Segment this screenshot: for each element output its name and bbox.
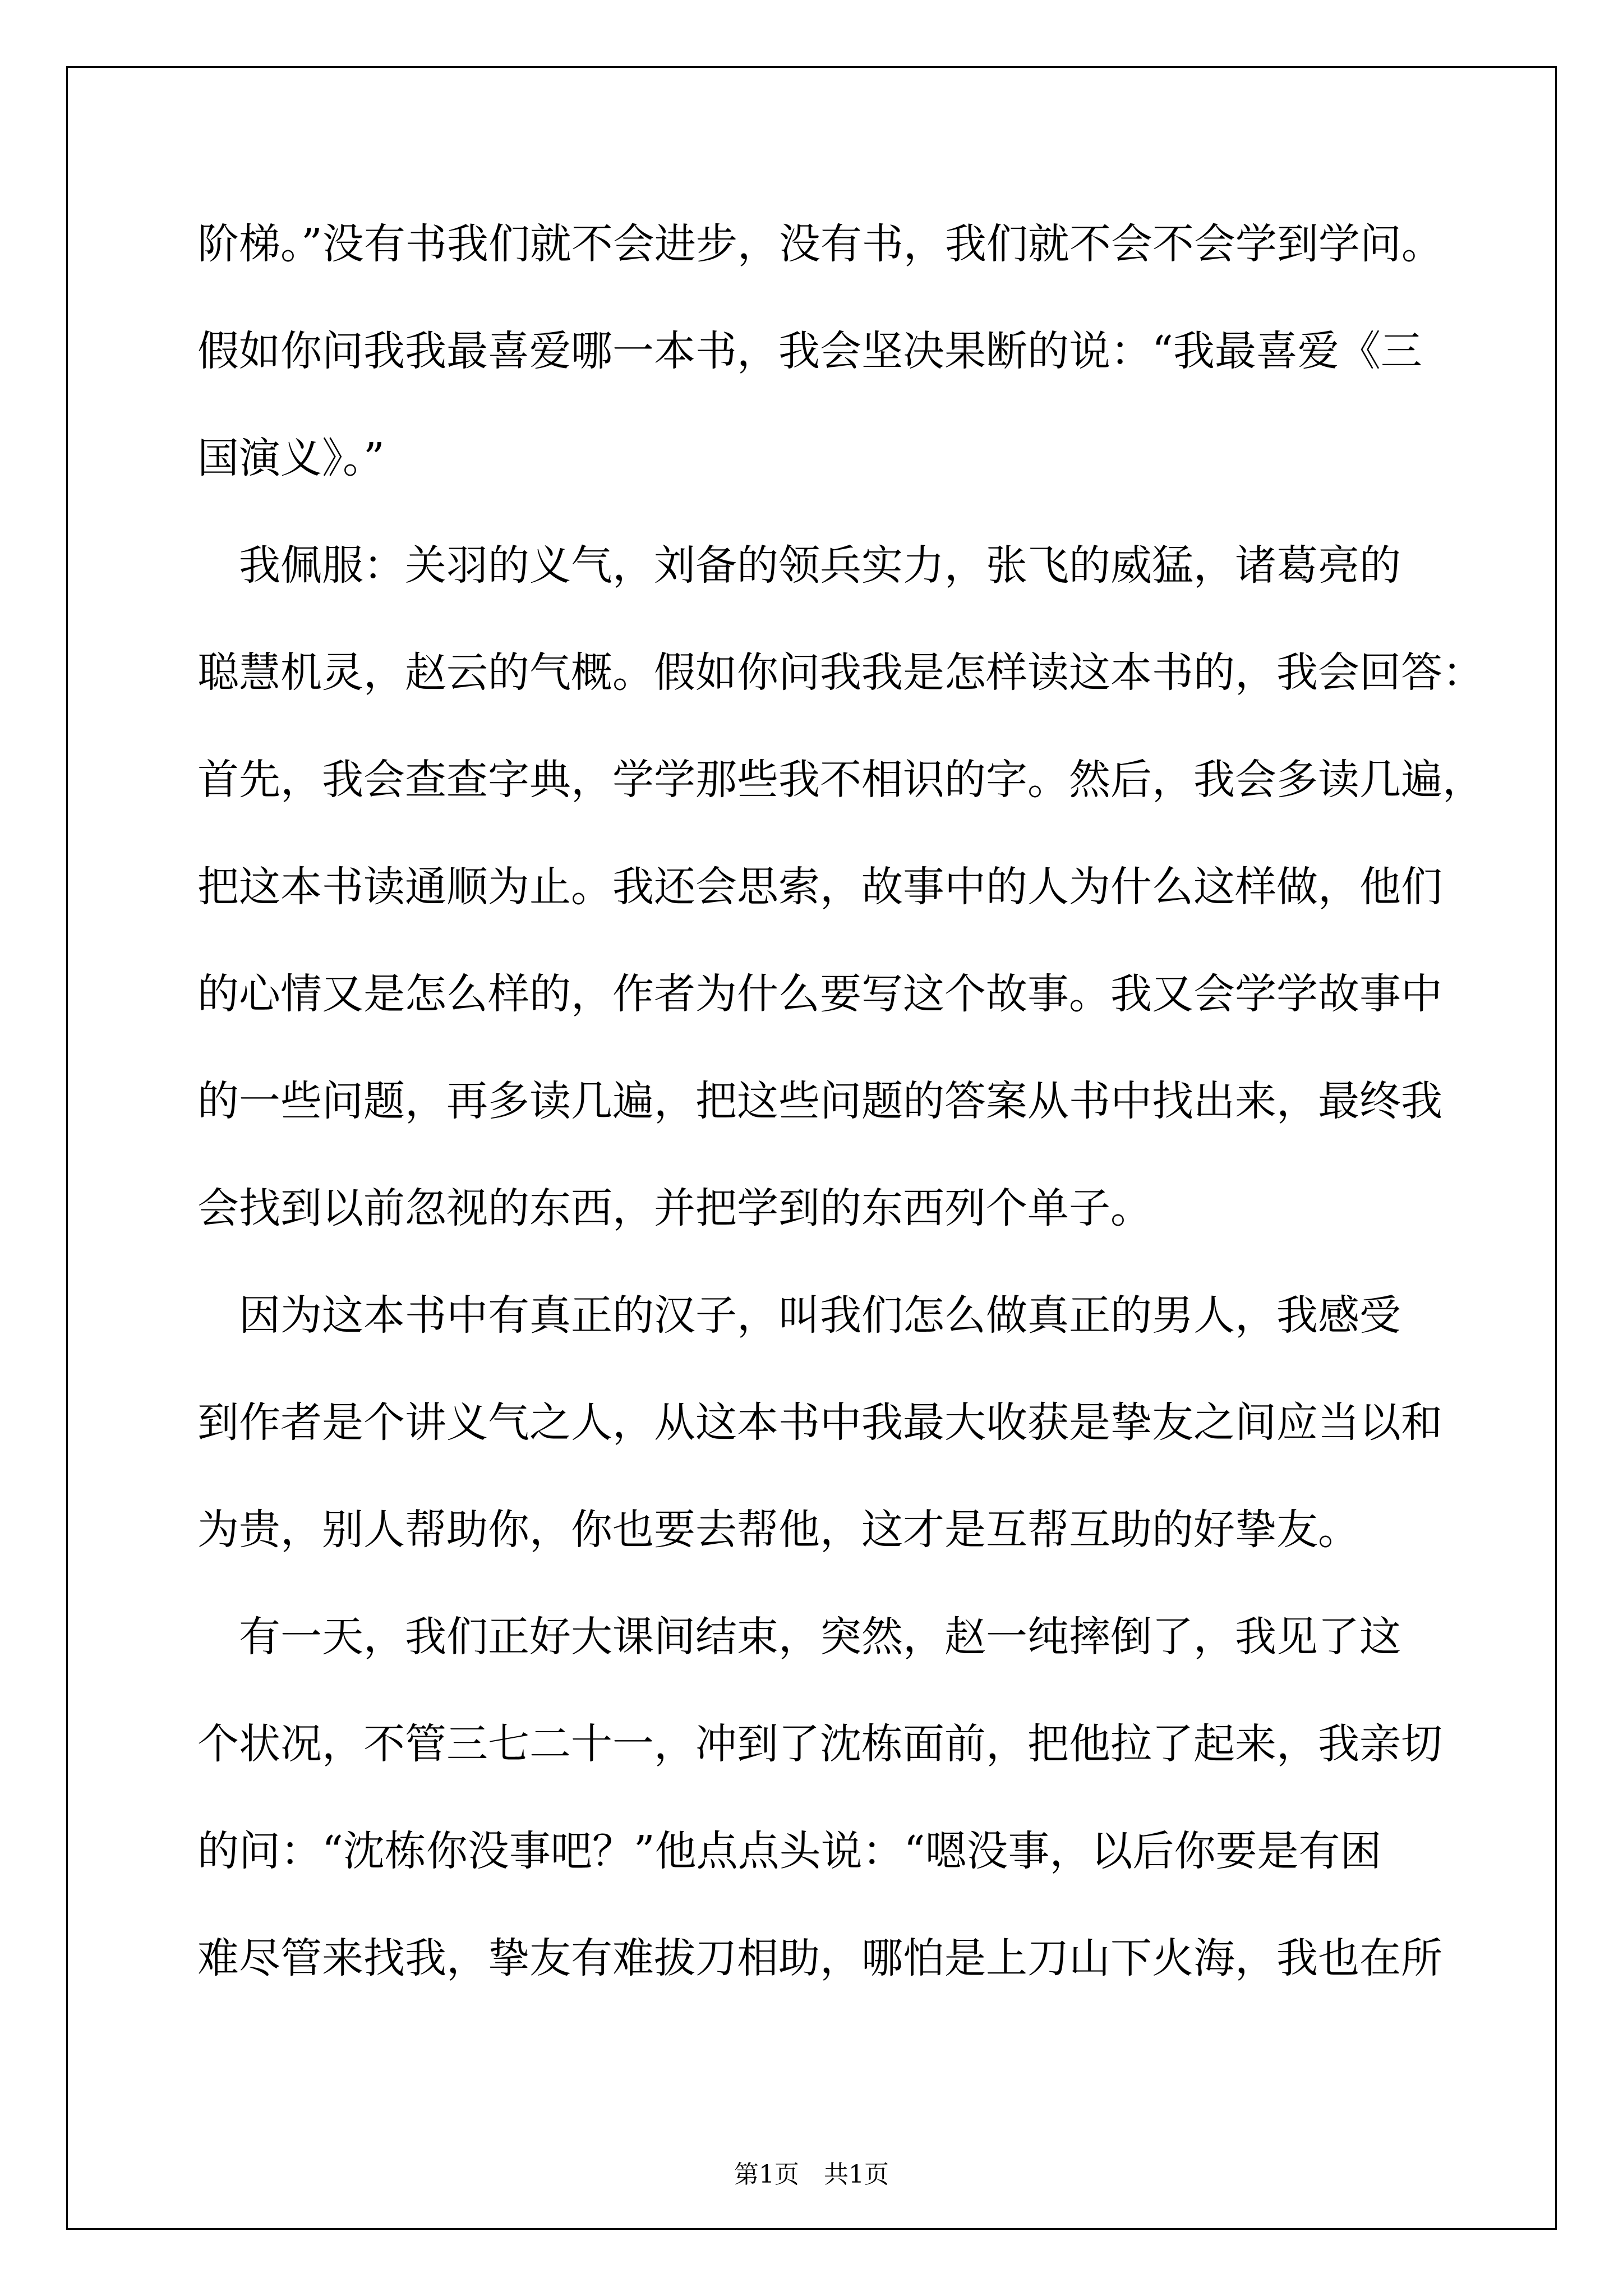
text-line: 会找到以前忽视的东西，并把学到的东西列个单子。 <box>197 1184 1152 1232</box>
text-line: 我佩服：关羽的义气，刘备的领兵实力，张飞的威猛，诸葛亮的 <box>197 541 1401 590</box>
text-line: 难尽管来找我，挚友有难拔刀相助，哪怕是上刀山下火海，我也在所 <box>197 1934 1442 1982</box>
text-line: 阶梯。”没有书我们就不会进步，没有书，我们就不会不会学到学问。 <box>197 220 1443 268</box>
text-line: 的一些问题，再多读几遍，把这些问题的答案从书中找出来，最终我 <box>197 1077 1442 1125</box>
document-body <box>197 191 1484 2012</box>
text-line: 到作者是个讲义气之人，从这本书中我最大收获是挚友之间应当以和 <box>197 1398 1442 1447</box>
page-total: 共1页 <box>824 2160 889 2189</box>
text-line: 因为这本书中有真正的汉子，叫我们怎么做真正的男人，我感受 <box>197 1291 1401 1340</box>
page-footer <box>0 2154 1623 2190</box>
text-line: 假如你问我我最喜爱哪一本书，我会坚决果断的说：“我最喜爱《三 <box>197 327 1422 375</box>
text-line: 的问：“沈栋你没事吧？”他点点头说：“嗯没事，以后你要是有困 <box>197 1827 1382 1875</box>
text-line: 为贵，别人帮助你，你也要去帮他，这才是互帮互助的好挚友。 <box>197 1506 1359 1554</box>
page-number: 第1页 <box>734 2160 799 2189</box>
text-line: 首先，我会查查字典，学学那些我不相识的字。然后，我会多读几遍， <box>197 756 1484 804</box>
text-line: 个状况，不管三七二十一，冲到了沈栋面前，把他拉了起来，我亲切 <box>197 1720 1442 1768</box>
text-line: 的心情又是怎么样的，作者为什么要写这个故事。我又会学学故事中 <box>197 970 1442 1018</box>
text-line: 聪慧机灵，赵云的气概。假如你问我我是怎样读这本书的，我会回答： <box>197 648 1484 697</box>
text-line: 有一天，我们正好大课间结束，突然，赵一纯摔倒了，我见了这 <box>197 1613 1401 1661</box>
text-line: 把这本书读通顺为止。我还会思索，故事中的人为什么这样做，他们 <box>197 863 1442 911</box>
text-line: 国演义》。” <box>197 434 385 482</box>
